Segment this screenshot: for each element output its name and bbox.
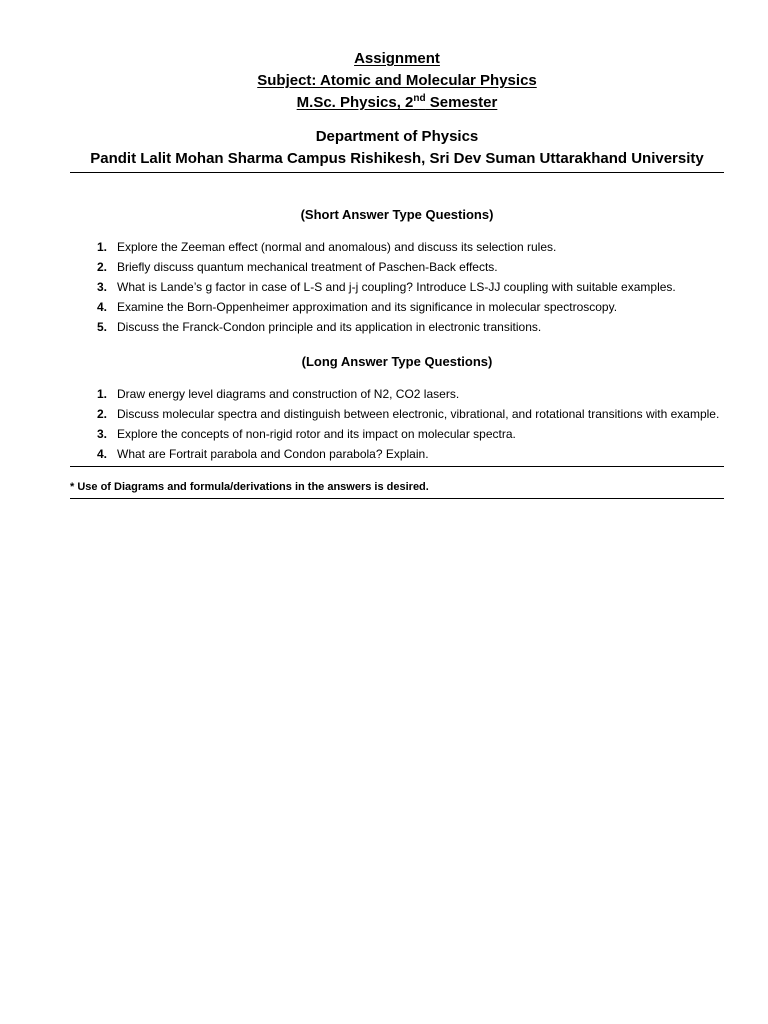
question-item (70, 297, 724, 317)
question-number: 4. (96, 447, 107, 461)
question-text: Draw energy level diagrams and construction of N2, CO2 lasers. (117, 387, 460, 401)
question-item (70, 317, 724, 337)
question-item (70, 444, 724, 464)
question-number: 2. (96, 260, 107, 274)
question-number: 1. (96, 240, 107, 254)
subject-heading: Subject: Atomic and Molecular Physics (257, 72, 537, 89)
question-text: Discuss molecular spectra and distinguish between electronic, vibrational, and rotational transitions with example. (117, 407, 720, 421)
question-text: Briefly discuss quantum mechanical treatment of Paschen-Back effects. (117, 260, 498, 274)
footnote: * Use of Diagrams and formula/derivations in the answers is desired. (70, 481, 429, 493)
course-prefix: M.Sc. Physics, 2 (296, 94, 414, 111)
course-superscript: nd (413, 93, 426, 104)
question-item (70, 404, 724, 424)
document-header (70, 0, 724, 170)
short-answer-section-title: (Short Answer Type Questions) (300, 207, 494, 222)
assignment-heading: Assignment (354, 50, 440, 67)
question-text: Examine the Born-Oppenheimer approximation and its significance in molecular spectroscopy. (117, 300, 618, 314)
question-text: What is Lande’s g factor in case of L-S and j-j coupling? Introduce LS-JJ coupling with suitable examples. (117, 280, 676, 294)
question-number: 2. (96, 407, 107, 421)
long-answer-question-list (70, 384, 724, 464)
long-answer-section-title: (Long Answer Type Questions) (301, 354, 493, 369)
question-number: 5. (96, 320, 107, 334)
question-text: Explore the concepts of non-rigid rotor and its impact on molecular spectra. (117, 427, 516, 441)
assignment-page (70, 0, 724, 499)
question-item (70, 384, 724, 404)
question-text: What are Fortrait parabola and Condon parabola? Explain. (117, 447, 429, 461)
question-item (70, 257, 724, 277)
course-heading (70, 92, 724, 114)
question-item (70, 277, 724, 297)
question-number: 1. (96, 387, 107, 401)
question-text: Discuss the Franck-Condon principle and its application in electronic transitions. (117, 320, 542, 334)
question-number: 4. (96, 300, 107, 314)
question-number: 3. (96, 427, 107, 441)
question-item (70, 237, 724, 257)
footnote-bottom-divider (70, 498, 724, 499)
question-number: 3. (96, 280, 107, 294)
question-text: Explore the Zeeman effect (normal and anomalous) and discuss its selection rules. (117, 240, 557, 254)
question-item (70, 424, 724, 444)
department-heading: Department of Physics (315, 128, 479, 145)
course-suffix: Semester (425, 94, 498, 111)
short-answer-question-list (70, 237, 724, 337)
header-divider (70, 172, 724, 173)
campus-heading: Pandit Lalit Mohan Sharma Campus Rishikesh, Sri Dev Suman Uttarakhand University (90, 150, 704, 167)
